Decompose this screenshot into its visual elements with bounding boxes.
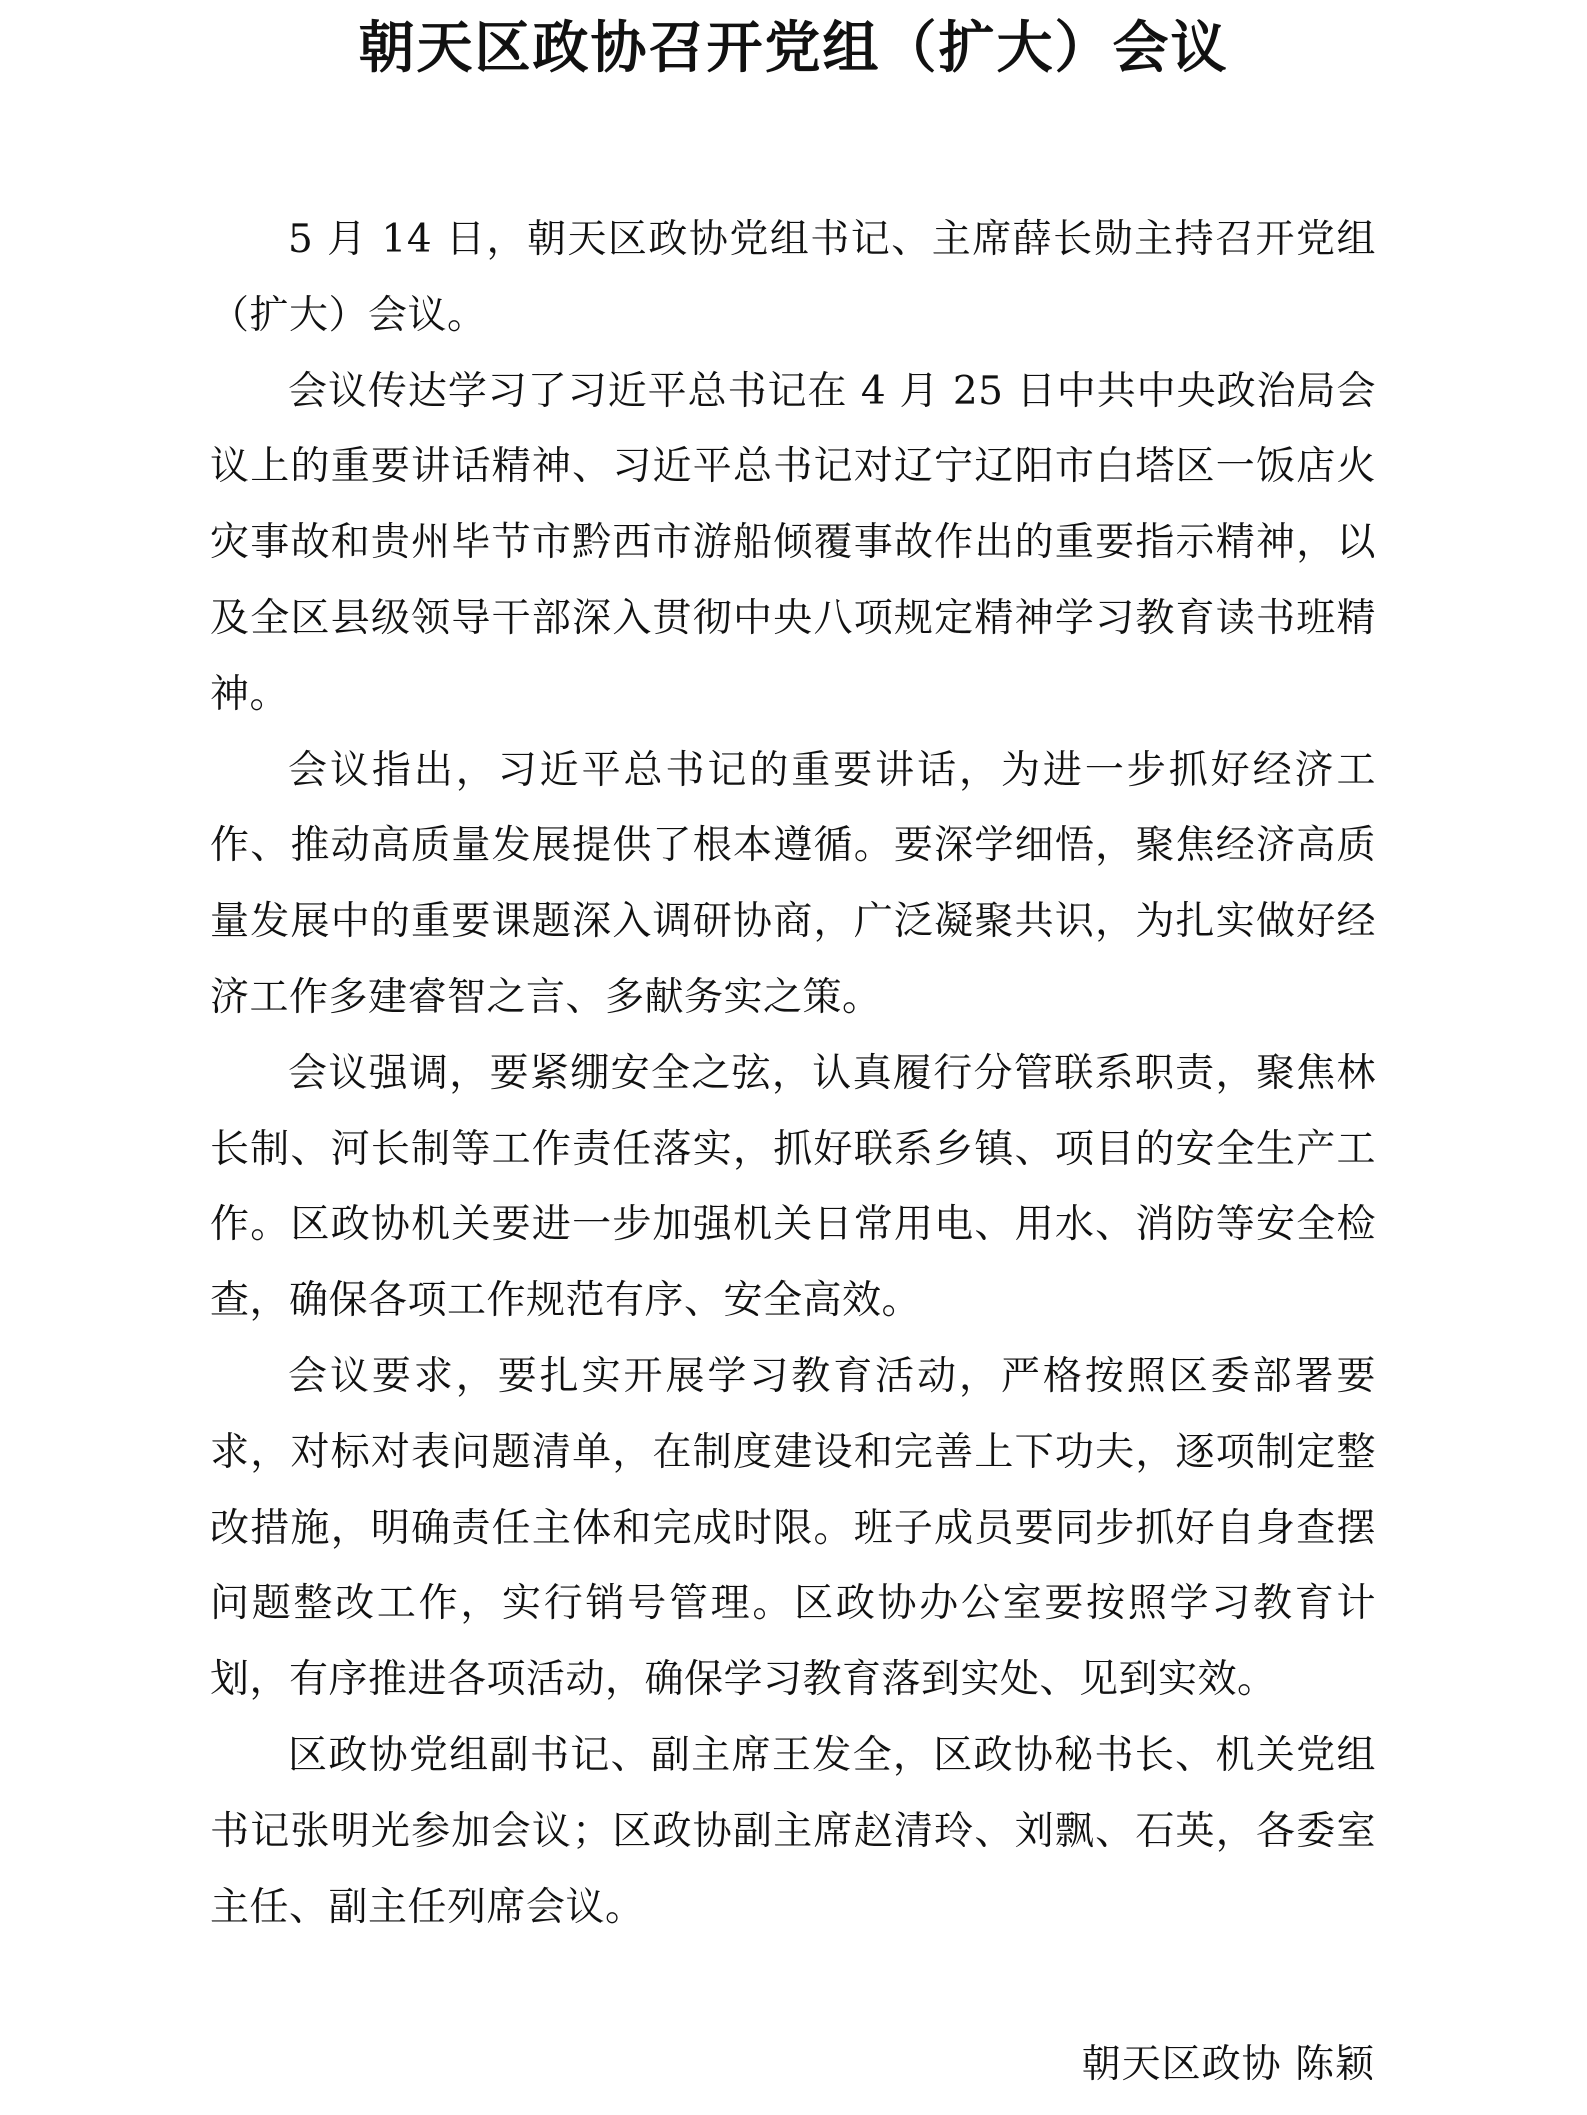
paragraph-4: 会议强调，要紧绷安全之弦，认真履行分管联系职责，聚焦林长制、河长制等工作责任落实，抓好联系乡镇、项目的安全生产工作。区政协机关要进一步加强机关日常用电、用水、消防等安全检查，确保各项工作规范有序、安全高效。 bbox=[210, 1050, 1376, 1324]
document-body bbox=[210, 202, 1376, 1945]
paragraph-5: 会议要求，要扎实开展学习教育活动，严格按照区委部署要求，对标对表问题清单，在制度建设和完善上下功夫，逐项制定整改措施，明确责任主体和完成时限。班子成员要同步抓好自身查摆问题整改工作，实行销号管理。区政协办公室要按照学习教育计划，有序推进各项活动，确保学习教育落到实处、见到实效。 bbox=[210, 1353, 1376, 1703]
paragraph-3: 会议指出，习近平总书记的重要讲话，为进一步抓好经济工作、推动高质量发展提供了根本遵循。要深学细悟，聚焦经济高质量发展中的重要课题深入调研协商，广泛凝聚共识，为扎实做好经济工作多建睿智之言、多献务实之策。 bbox=[210, 747, 1376, 1020]
author-signature: 朝天区政协 陈颖 bbox=[1081, 2042, 1375, 2087]
paragraph-2: 会议传达学习了习近平总书记在 4 月 25 日中共中央政治局会议上的重要讲话精神、习近平总书记对辽宁辽阳市白塔区一饭店火灾事故和贵州毕节市黔西市游船倾覆事故作出的重要指示精神，以及全区县级领导干部深入贯彻中央八项规定精神学习教育读书班精神。 bbox=[210, 368, 1376, 717]
document-title: 朝天区政协召开党组（扩大）会议 bbox=[358, 15, 1229, 81]
paragraph-1: 5 月 14 日，朝天区政协党组书记、主席薛长勋主持召开党组（扩大）会议。 bbox=[210, 217, 1376, 338]
paragraph-6: 区政协党组副书记、副主席王发全，区政协秘书长、机关党组书记张明光参加会议；区政协副主席赵清玲、刘飘、石英，各委室主任、副主任列席会议。 bbox=[210, 1732, 1376, 1930]
